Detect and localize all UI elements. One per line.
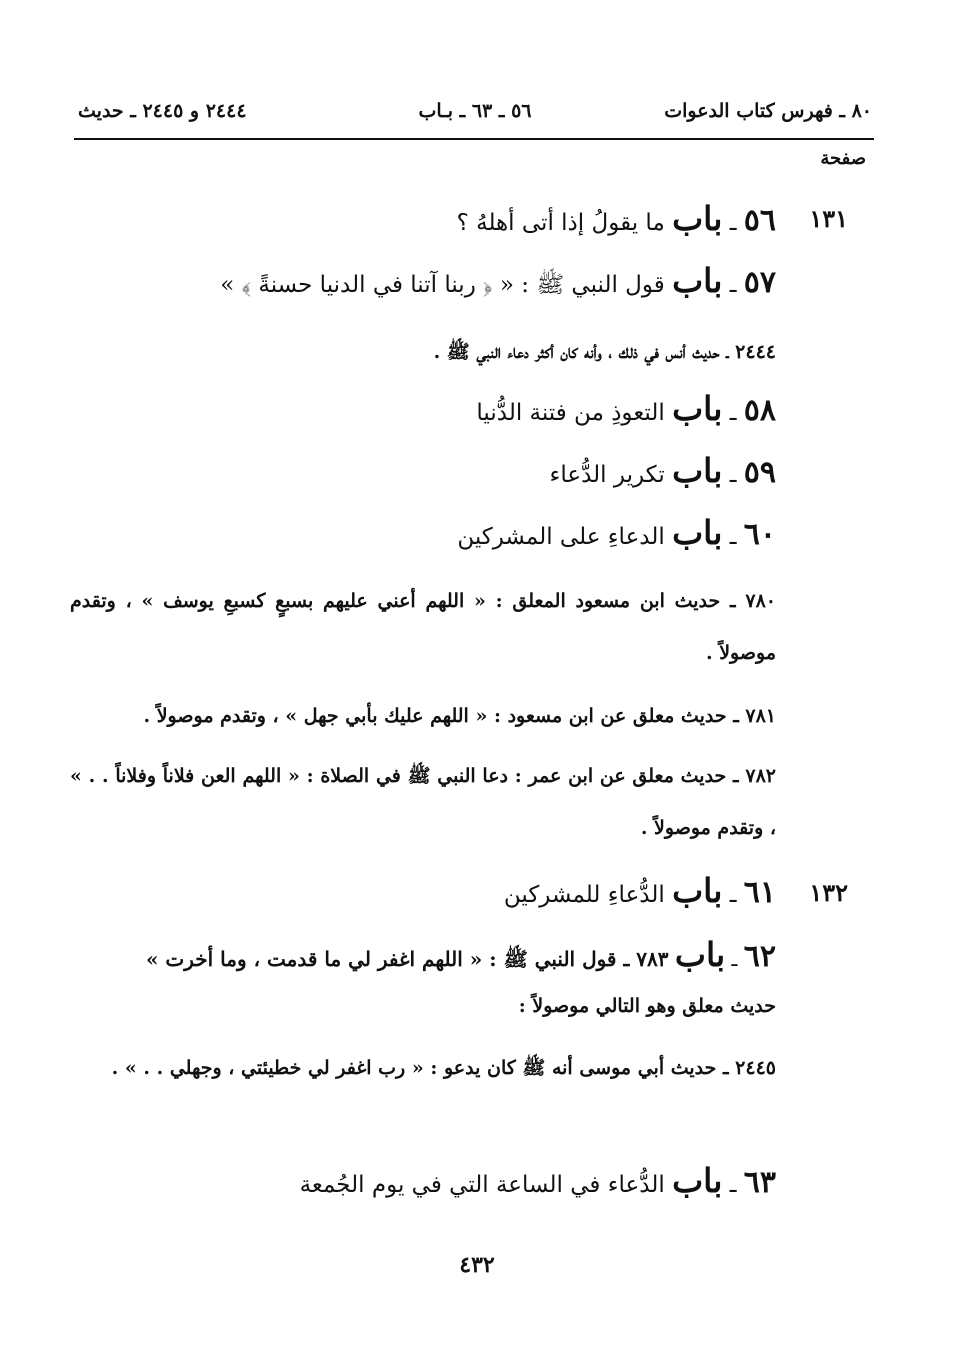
bab-title: ما يقولُ إذا أتى أهلهُ ؟ [456,210,665,236]
hadith-entry: ٧٨٠ ـ حديث ابن مسعود المعلق : « اللهم أعني عليهم بسبعٍ كسبعِ يوسف » ، وتقدم موصولاً . [70,590,776,664]
bab-entry: ٦٢ ـ باب ٧٨٣ ـ قول النبي ﷺ : « اللهم اغفر لي ما قدمت ، وما أخرت » [145,935,776,974]
bab-number: ٥٦ [743,203,776,238]
running-header [78,100,872,134]
page-number: ٤٣٢ [459,1252,495,1278]
bab-number: ٦٣ [743,1165,776,1200]
bab-title: ٧٨٣ ـ قول النبي ﷺ : « اللهم اغفر لي ما قدمت ، وما أخرت » [145,947,669,971]
bab-title: تكرير الدُّعاء [549,462,665,488]
bab-number: ٦١ [743,875,776,910]
bab-title: الدُّعاءِ للمشركين [503,882,665,908]
bab-keyword: باب [672,871,723,910]
hadith-entry: حديث معلق وهو التالي موصولاً : [518,995,776,1017]
bab-keyword: باب [672,261,723,300]
page-ref: ١٣١ [809,204,848,233]
header-chapter-title: ٨٠ ـ فهرس كتاب الدعوات [664,100,872,122]
bab-entry: ٦٣ ـ باب الدُّعاء في الساعة التي في يوم الجُمعة [299,1161,776,1200]
header-bab-range: ٥٦ ـ ٦٣ ـ بـاب [418,100,532,122]
bab-number: ٦٢ [743,939,776,974]
bab-keyword: باب [672,513,723,552]
bab-number: ٥٩ [743,455,776,490]
bab-number: ٥٨ [743,393,776,428]
bab-entry: ٥٧ ـ باب قول النبي ﷺ : « ﴿ ربنا آتنا في الدنيا حسنةً ﴾ » [220,261,776,300]
bab-entry: ٦٠ ـ باب الدعاءِ على المشركين [457,513,776,552]
bab-entry: ٦١ ـ باب الدُّعاءِ للمشركين [503,871,776,910]
bab-keyword: باب [672,199,723,238]
hadith-entry: ٧٨١ ـ حديث معلق عن ابن مسعود : « اللهم عليك بأبي جهل » ، وتقدم موصولاً . [143,705,776,727]
hadith-entry: ٧٨٢ ـ حديث معلق عن ابن عمر : دعا النبي ﷺ في الصلاة : « اللهم العن فلاناً وفلاناً . . » ، وتقدم موصولاً . [70,765,776,839]
bab-title: الدُّعاء في الساعة التي في يوم الجُمعة [299,1172,665,1198]
bab-entry: ٥٩ ـ باب تكرير الدُّعاء [549,451,776,490]
bab-keyword: باب [672,451,723,490]
bab-keyword: باب [672,389,723,428]
bab-entry: ٥٨ ـ باب التعوذِ من فتنة الدُّنيا [476,389,776,428]
page-ref: ١٣٢ [809,878,848,907]
bab-keyword: باب [672,1161,723,1200]
bab-number: ٥٧ [743,265,776,300]
hadith-entry: ٢٤٤٥ ـ حديث أبي موسى أنه ﷺ كان يدعو : « رب اغفر لي خطيئتي ، وجهلي . . » . [111,1057,776,1079]
header-divider [74,138,874,140]
bab-title: التعوذِ من فتنة الدُّنيا [476,400,665,426]
hadith-entry: ٢٤٤٤ ـ حديث أنس في ذلك ، وأنه كان أكثر دعاء النبي ﷺ . [433,341,776,363]
bab-title: الدعاءِ على المشركين [457,524,665,550]
page-column-label: صفحة [820,148,866,169]
bab-number: ٦٠ [743,517,776,552]
bab-entry: ٥٦ ـ باب ما يقولُ إذا أتى أهلهُ ؟ [456,199,776,238]
header-hadith-range: ٢٤٤٤ و ٢٤٤٥ ـ حديث [78,100,247,122]
bab-title: قول النبي ﷺ : « ﴿ ربنا آتنا في الدنيا حسنةً ﴾ » [220,272,665,298]
bab-keyword: باب [674,935,726,974]
